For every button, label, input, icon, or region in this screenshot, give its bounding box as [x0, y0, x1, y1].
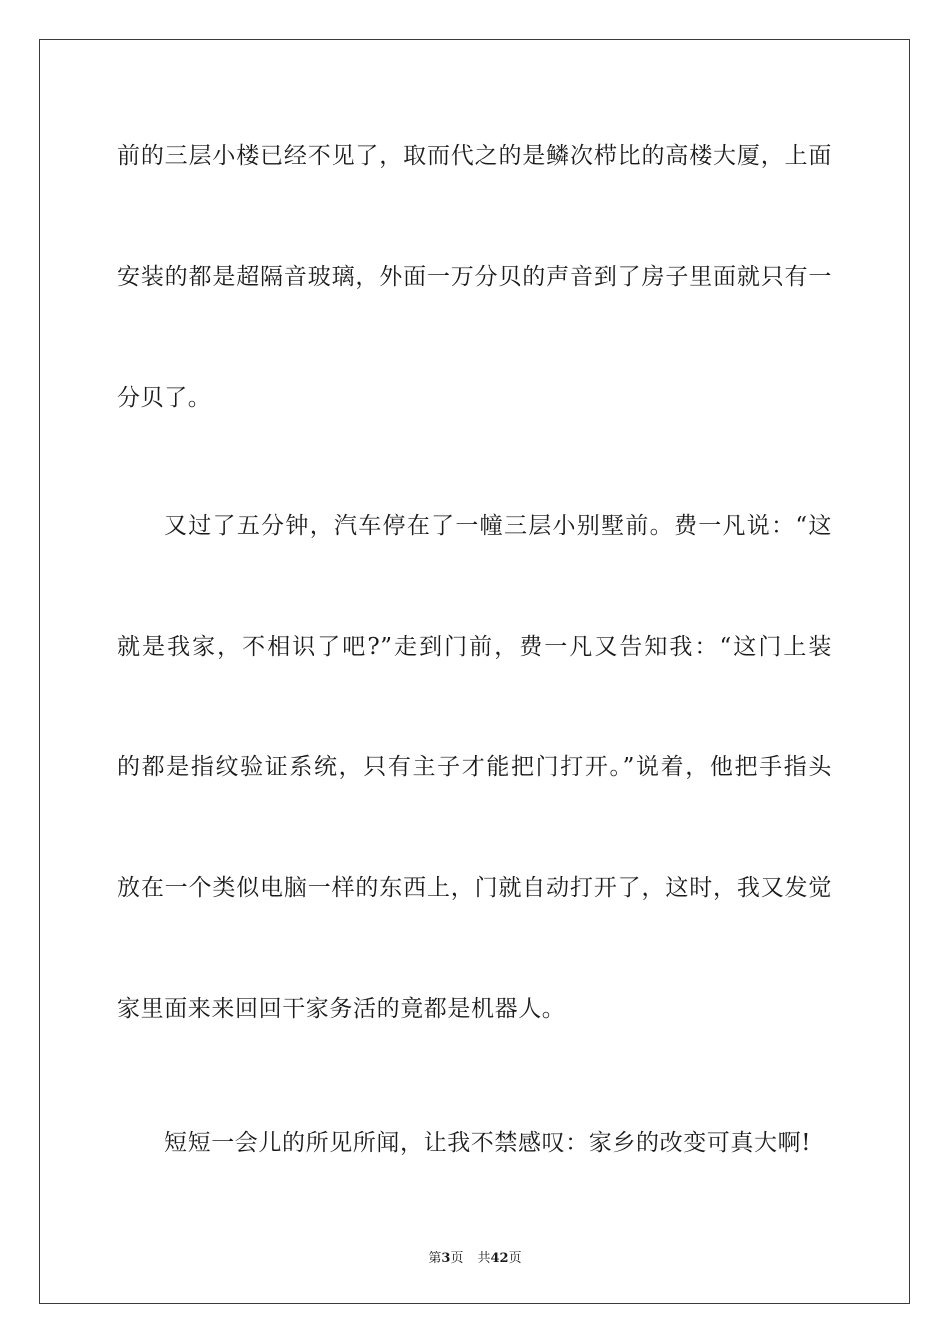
page-number: 3 [441, 1251, 451, 1266]
text-line-4: 又过了五分钟，汽车停在了一幢三层小别墅前。费一凡说：“这 [164, 513, 832, 539]
text-line-8: 家里面来来回回干家务活的竟都是机器人。 [117, 996, 566, 1022]
total-suffix: 页 [508, 1251, 522, 1266]
page-footer [0, 1250, 950, 1268]
text-line-1: 前的三层小楼已经不见了，取而代之的是鳞次栉比的高楼大厦，上面 [117, 143, 832, 169]
page-suffix: 页 [450, 1251, 464, 1266]
text-line-6: 的都是指纹验证系统，只有主子才能把门打开。”说着，他把手指头 [117, 754, 832, 780]
text-line-2: 安装的都是超隔音玻璃，外面一万分贝的声音到了房子里面就只有一 [117, 264, 832, 290]
page-prefix: 第 [428, 1251, 442, 1266]
text-line-5: 就是我家，不相识了吧?”走到门前，费一凡又告知我：“这门上装 [117, 634, 832, 660]
text-line-9: 短短一会儿的所见所闻，让我不禁感叹：家乡的改变可真大啊! [164, 1130, 812, 1156]
page-border [39, 39, 910, 1304]
text-line-7: 放在一个类似电脑一样的东西上，门就自动打开了，这时，我又发觉 [117, 875, 832, 901]
total-pages: 42 [490, 1251, 509, 1266]
total-prefix: 共 [477, 1251, 491, 1266]
text-line-3: 分贝了。 [117, 385, 212, 411]
